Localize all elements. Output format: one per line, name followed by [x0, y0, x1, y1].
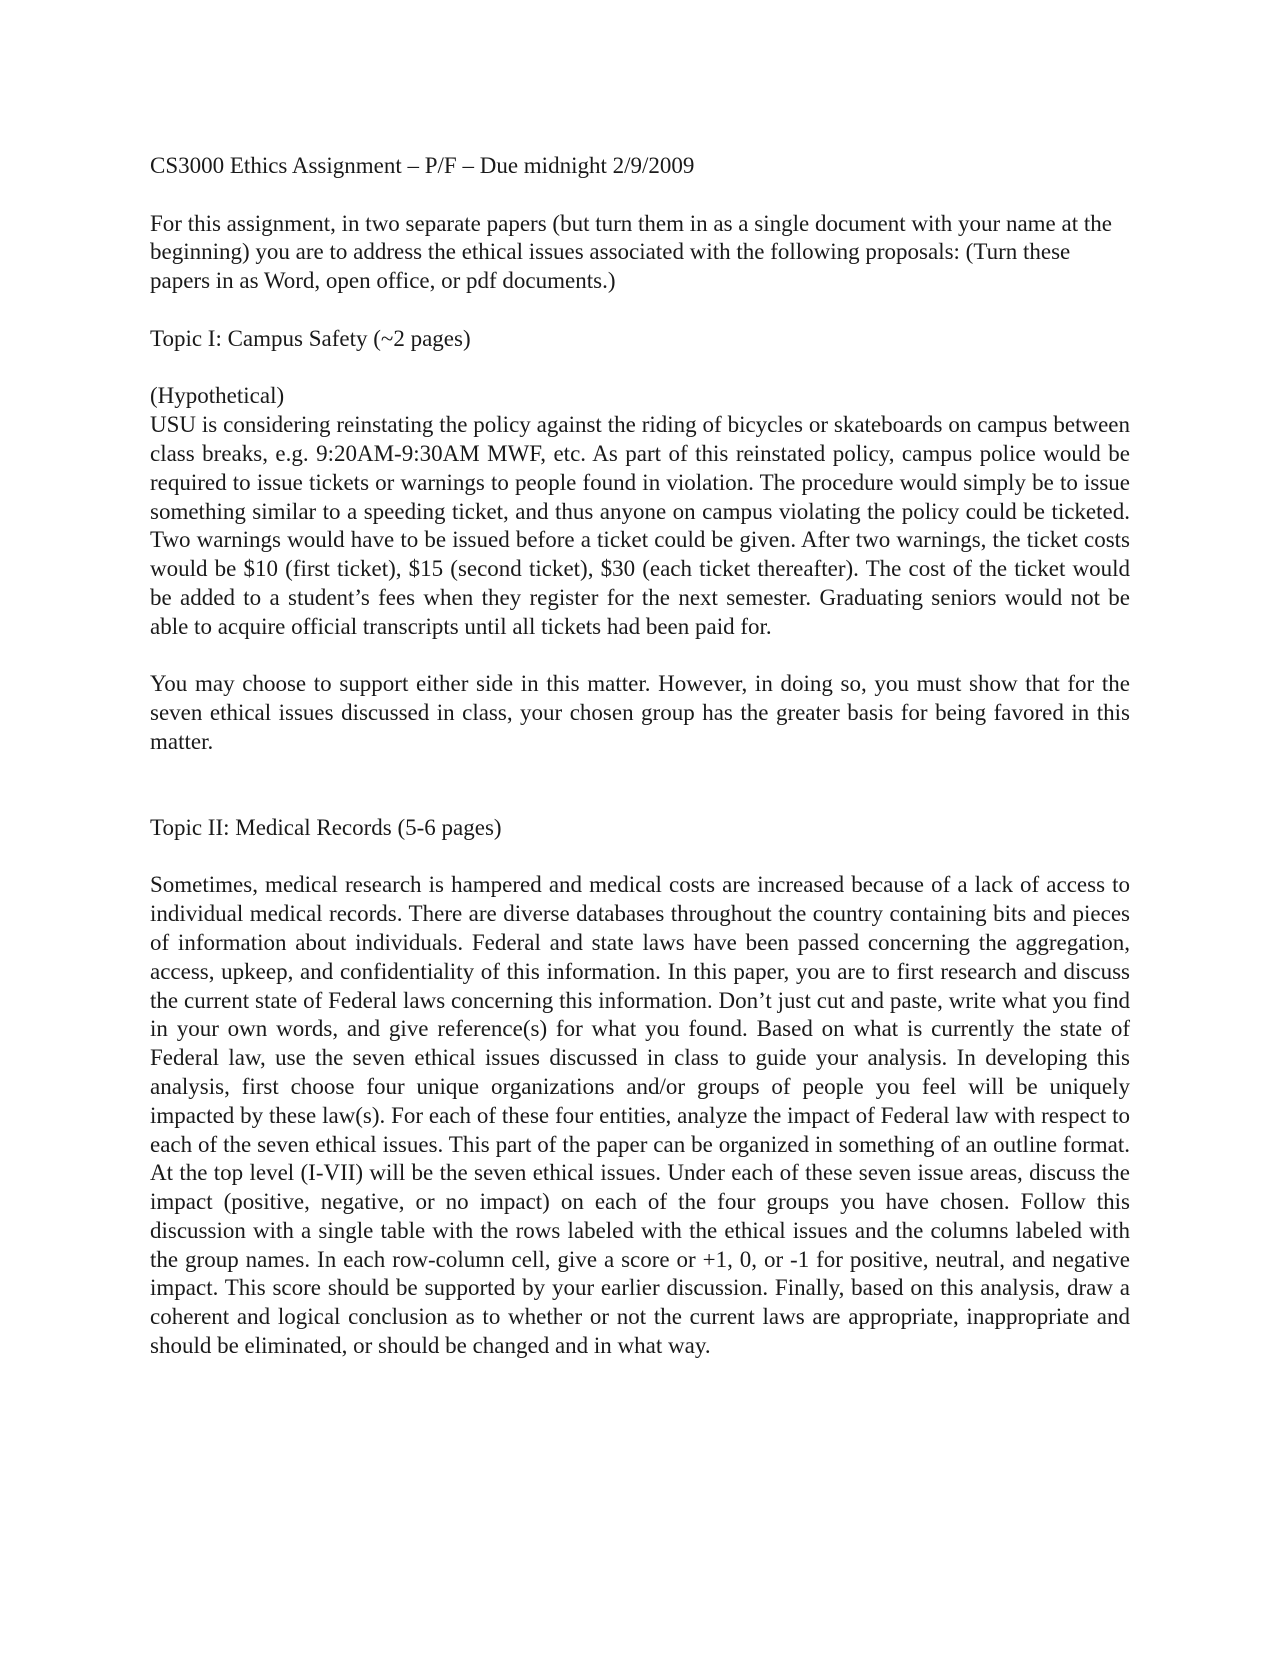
- topic1-body-paragraph: USU is considering reinstating the policy against the riding of bicycles or skateboards on campus between class breaks, e.g. 9:20AM-9:30AM MWF, etc. As part of this reinstated policy, campus police would be required to issue tickets or warnings to people found in violation. The procedure would simply be to issue something similar to a speeding ticket, and thus anyone on campus violating the policy could be ticketed. Two warnings would have to be issued before a ticket could be given. After two warnings, the ticket costs would be $10 (first ticket), $15 (second ticket), $30 (each ticket thereafter). The cost of the ticket would be added to a student’s fees when they register for the next semester. Graduating seniors would not be able to acquire official transcripts until all tickets had been paid for.: [150, 412, 1130, 639]
- topic1-instructions-paragraph: You may choose to support either side in this matter. However, in doing so, you must show that for the seven ethical issues discussed in class, your chosen group has the greater basis for being favored in this matter.: [150, 671, 1130, 754]
- document-body: [150, 152, 1130, 1361]
- topic2-heading: Topic II: Medical Records (5-6 pages): [150, 814, 502, 840]
- topic1-heading: Topic I: Campus Safety (~2 pages): [150, 325, 471, 351]
- topic1-label: (Hypothetical): [150, 383, 285, 409]
- topic2-body-paragraph: Sometimes, medical research is hampered and medical costs are increased because of a lack of access to individual medical records. There are diverse databases throughout the country containing bits and pieces of information about individuals. Federal and state laws have been passed concerning the aggregation, access, upkeep, and confidentiality of this information. In this paper, you are to first research and discuss the current state of Federal laws concerning this information. Don’t just cut and paste, write what you find in your own words, and give reference(s) for what you found. Based on what is currently the state of Federal law, use the seven ethical issues discussed in class to guide your analysis. In developing this analysis, first choose four unique organizations and/or groups of people you feel will be uniquely impacted by these law(s). For each of these four entities, analyze the impact of Federal law with respect to each of the seven ethical issues. This part of the paper can be organized in something of an outline format. At the top level (I-VII) will be the seven ethical issues. Under each of these seven issue areas, discuss the impact (positive, negative, or no impact) on each of the four groups you have chosen. Follow this discussion with a single table with the rows labeled with the ethical issues and the columns labeled with the group names. In each row-column cell, give a score or +1, 0, or -1 for positive, neutral, and negative impact. This score should be supported by your earlier discussion. Finally, based on this analysis, draw a coherent and logical conclusion as to whether or not the current laws are appropriate, inappropriate and should be eliminated, or should be changed and in what way.: [150, 872, 1130, 1359]
- intro-paragraph: For this assignment, in two separate papers (but turn them in as a single document with your name at the beginning) you are to address the ethical issues associated with the following proposals: (Turn these papers in as Word, open office, or pdf documents.): [150, 210, 1112, 294]
- assignment-title: CS3000 Ethics Assignment – P/F – Due midnight 2/9/2009: [150, 153, 695, 178]
